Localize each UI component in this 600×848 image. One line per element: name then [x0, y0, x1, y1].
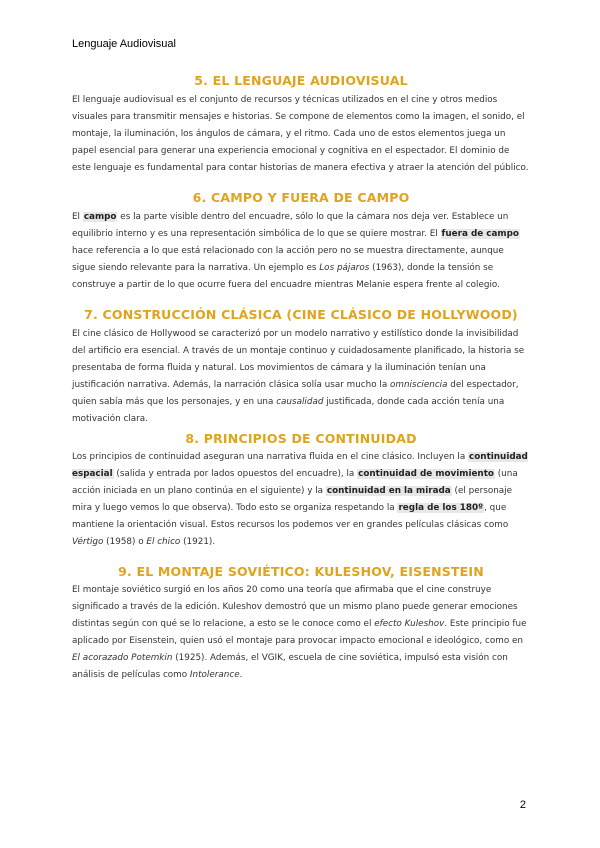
section-lenguaje-audiovisual: [72, 72, 530, 177]
text-run: (1925). Además, el VGIK, escuela de cine soviética, impulsó esta visión con análisis de películas como: [72, 653, 508, 680]
highlighted-term: continuidad de movimiento: [358, 469, 494, 479]
section-heading: 7. CONSTRUCCIÓN CLÁSICA (CINE CLÁSICO DE HOLLYWOOD): [84, 307, 518, 322]
text-run: (el personaje mira y luego vemos lo que observa). Todo esto se organiza respetando la: [72, 486, 513, 513]
text-run: El: [72, 212, 83, 222]
section-paragraph: [72, 582, 530, 684]
italic-title: El chico: [146, 537, 181, 547]
italic-term: omnisciencia: [390, 380, 448, 390]
section-construccion-clasica: [72, 306, 530, 428]
highlighted-term: regla de los 180º: [398, 503, 484, 513]
text-run: . Este principio fue aplicado por Eisenstein, quien usó el montaje para provocar impacto emocional e ideológico, como en: [72, 619, 527, 646]
text-run: es la parte visible dentro del encuadre, sólo lo que la cámara nos deja ver. Establece un equilibrio interno y es una representación simbólica de lo que se quiere mostrar. El: [72, 212, 509, 239]
section-paragraph: [72, 449, 530, 551]
text-run: , que mantiene la orientación visual. Estos recursos los podemos ver en grandes películas clásicas como: [72, 503, 509, 530]
text-run: (una acción iniciada en un plano continúa en el siguiente) y la: [72, 469, 518, 496]
text-run: El cine clásico de Hollywood se caracterizó por un modelo narrativo y estilístico donde la invisibilidad del artificio era esencial. A través de un montaje continuo y cuidadosamente planificado, la historia se presentaba de forma fluida y natural. Los movimientos de cámara y la iluminación tenían una justificación narrativa. Además, la narración clásica solía usar mucho la: [72, 329, 525, 390]
section-paragraph: [72, 326, 530, 428]
text-run: del espectador, quien sabía más que los personajes, y en una: [72, 380, 519, 407]
text-run: (1921).: [180, 537, 216, 547]
text-run: Los principios de continuidad aseguran una narrativa fluida en el cine clásico. Incluyen la: [72, 452, 469, 462]
highlighted-term: campo: [83, 212, 117, 222]
text-run: (1963), donde la tensión se construye a partir de lo que ocurre fuera del encuadre mientras Melanie espera frente al colegio.: [72, 263, 500, 290]
page-number: 2: [519, 799, 526, 811]
text-run: hace referencia a lo que está relacionado con la acción pero no se muestra directamente, aunque sigue siendo relevante para la narrativa. Un ejemplo es: [72, 246, 504, 273]
section-principios-continuidad: [72, 430, 530, 551]
text-run: justificada, donde cada acción tenía una motivación clara.: [72, 397, 505, 424]
text-run: .: [239, 670, 243, 680]
italic-term: efecto Kuleshov: [374, 619, 445, 629]
section-montaje-sovietico: [72, 563, 530, 684]
page-content: [72, 66, 530, 684]
italic-title: Intolerance: [189, 670, 240, 680]
text-run: (1958) o: [103, 537, 147, 547]
highlighted-term: continuidad en la mirada: [326, 486, 451, 496]
section-heading: 5. EL LENGUAJE AUDIOVISUAL: [194, 73, 408, 88]
section-paragraph: El lenguaje audiovisual es el conjunto de recursos y técnicas utilizados en el cine y otros medios visuales para transmitir mensajes e historias. Se compone de elementos como la imagen, el sonido, el montaje, la iluminación, los ángulos de cámara, y el ritmo. Cada uno de estos elementos juega un papel esencial para generar una experiencia emocional y cognitiva en el espectador. El dominio de este lenguaje es fundamental para contar historias de manera efectiva y atraer la atención del público.: [72, 95, 529, 173]
italic-title: Los pájaros: [319, 263, 370, 273]
italic-title: El acorazado Potemkin: [72, 653, 173, 663]
section-heading: 6. CAMPO Y FUERA DE CAMPO: [192, 190, 410, 205]
italic-title: Vértigo: [72, 537, 104, 547]
text-run: El montaje soviético surgió en los años 20 como una teoría que afirmaba que el cine construye significado a través de la edición. Kuleshov demostró que un mismo plano puede generar emociones distintas según con qué se lo relacione, a esto se le conoce como el: [72, 585, 518, 629]
section-paragraph: [72, 209, 530, 294]
section-campo-fuera-de-campo: [72, 189, 530, 294]
highlighted-term: fuera de campo: [441, 229, 519, 239]
section-heading: 9. EL MONTAJE SOVIÉTICO: KULESHOV, EISENSTEIN: [118, 564, 484, 579]
highlighted-term: continuidad espacial: [72, 452, 528, 479]
running-header: Lenguaje Audiovisual: [72, 38, 176, 50]
text-run: (salida y entrada por lados opuestos del encuadre), la: [113, 469, 358, 479]
section-heading: 8. PRINCIPIOS DE CONTINUIDAD: [185, 431, 417, 446]
italic-term: causalidad: [276, 397, 324, 407]
